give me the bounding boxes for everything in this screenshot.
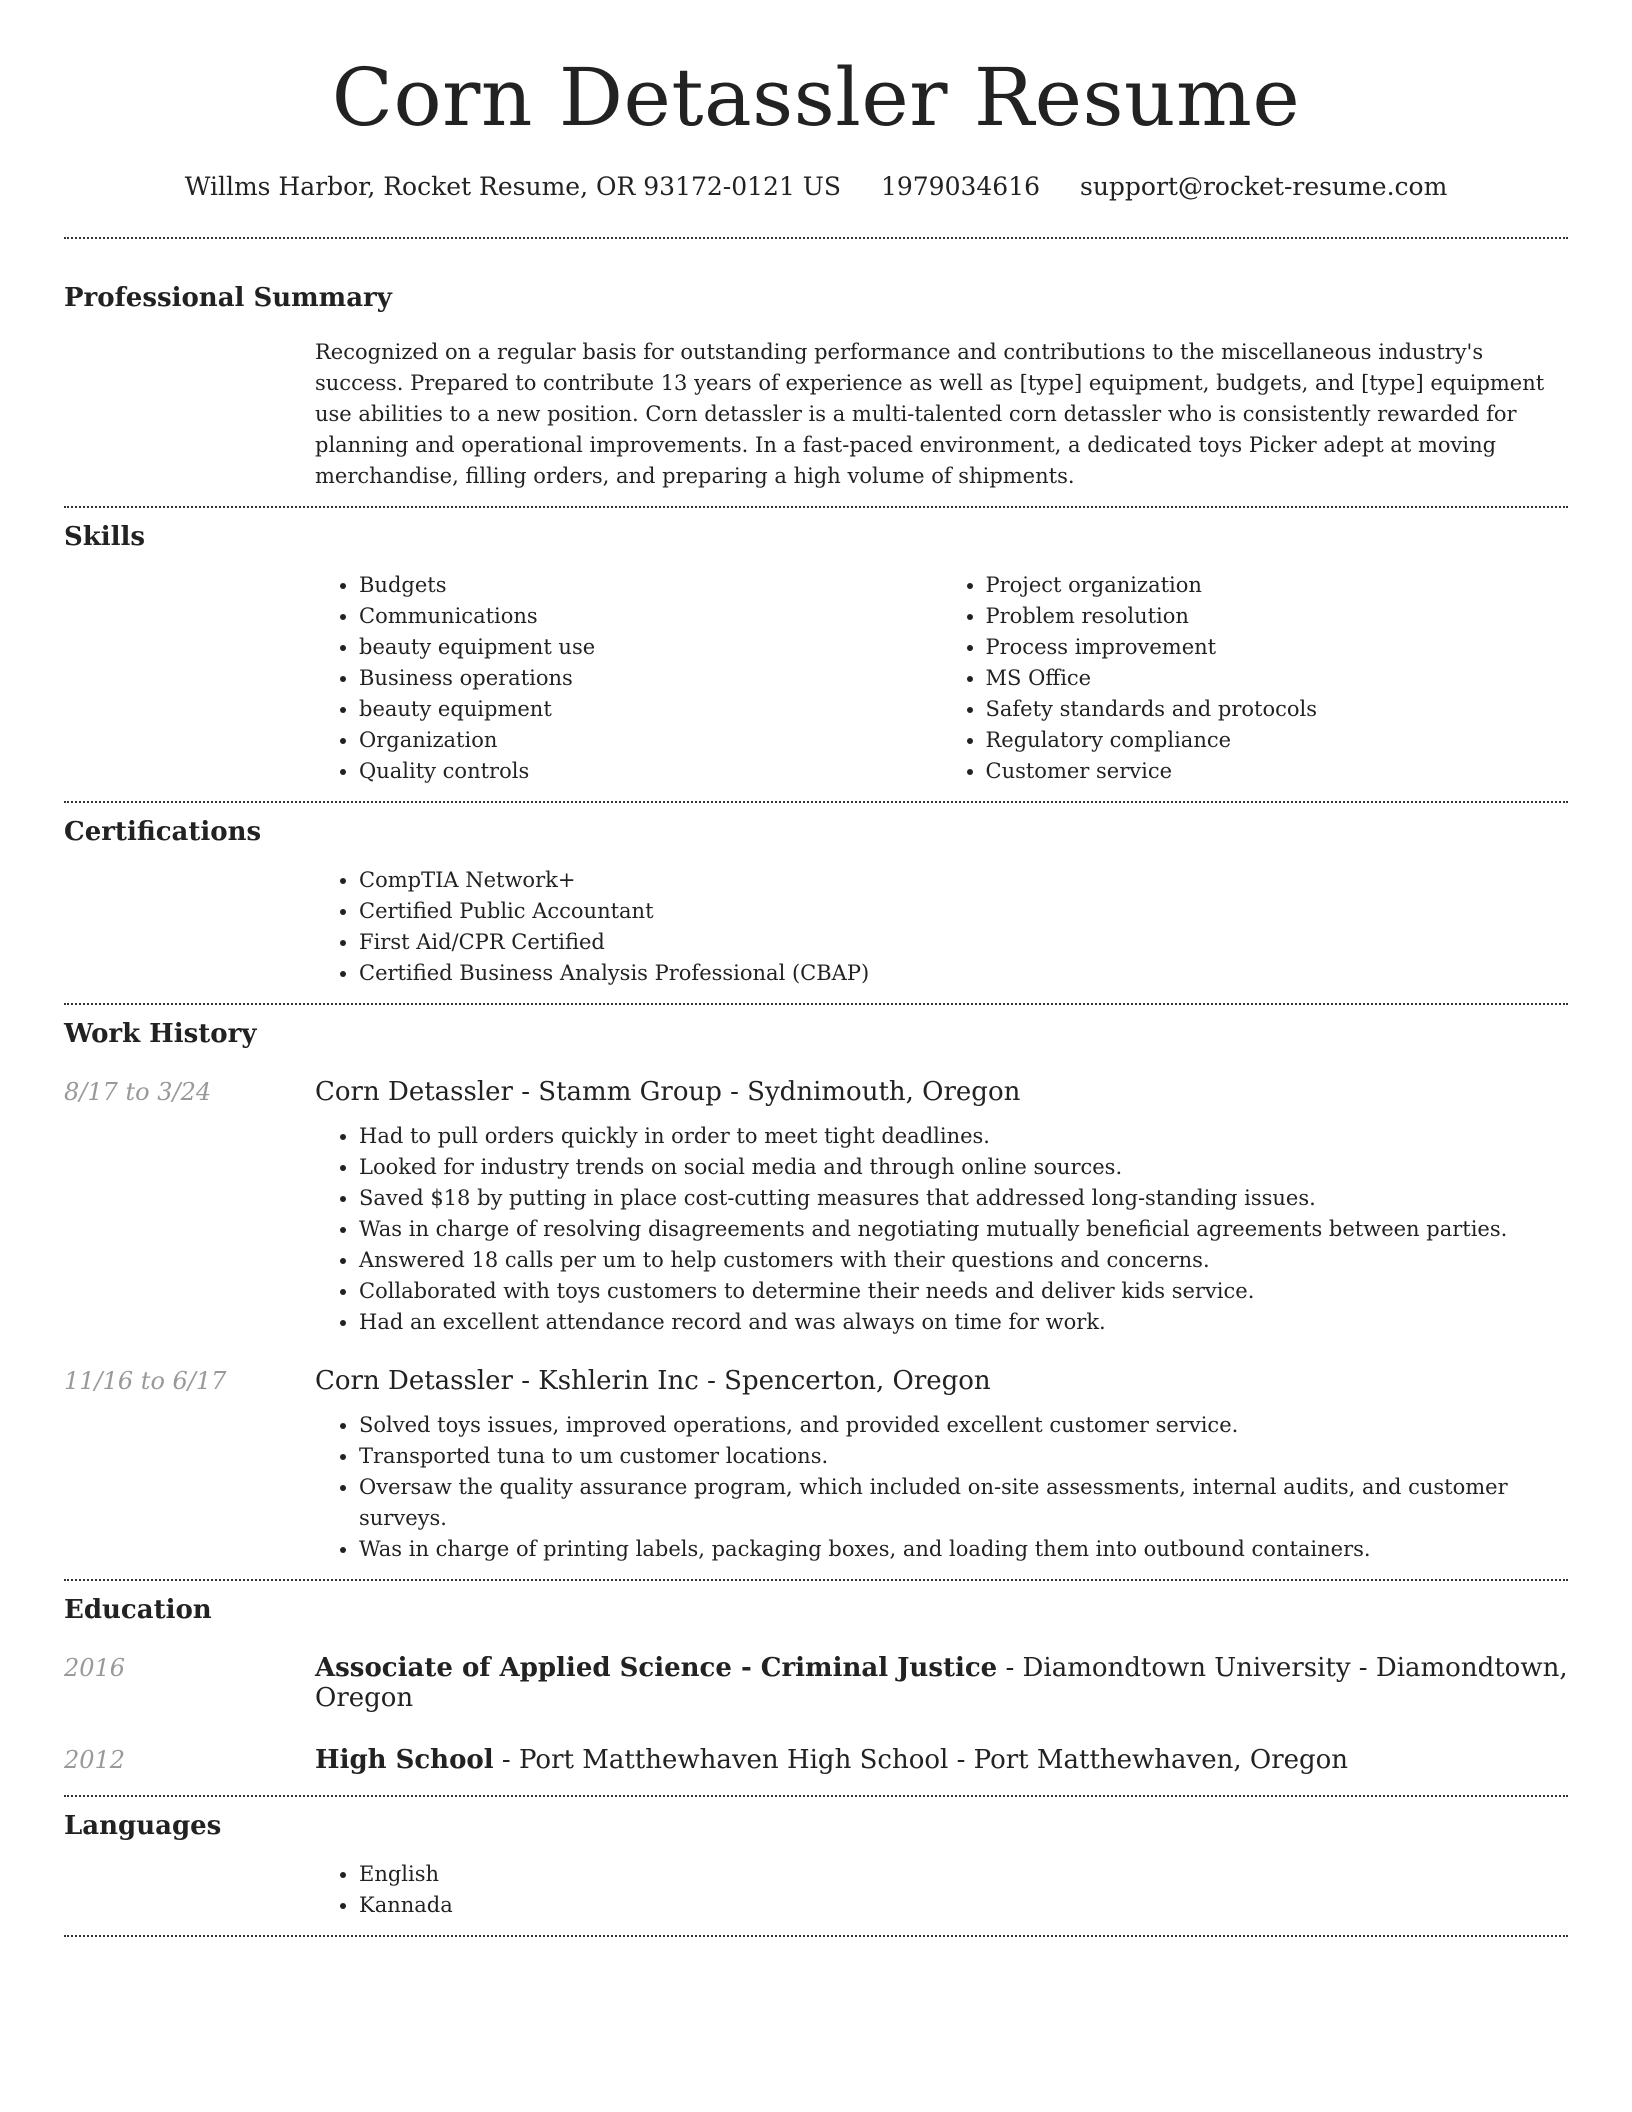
summary-heading: Professional Summary (64, 283, 392, 313)
education-degree: Associate of Applied Science - Criminal Justice (315, 1653, 998, 1683)
languages-section (64, 1797, 1568, 1921)
education-school: - Port Matthewhaven High School - Port Matthewhaven, Oregon (493, 1745, 1349, 1775)
contact-email: support@rocket-resume.com (1079, 172, 1448, 201)
education-entry (64, 1745, 1568, 1775)
list-item: • Had to pull orders quickly in order to meet tight deadlines. (359, 1121, 1568, 1152)
list-item: • Business operations (359, 663, 942, 694)
list-item: • English (359, 1859, 1568, 1890)
job-bullets (315, 1410, 1568, 1565)
list-item: • Regulatory compliance (986, 725, 1569, 756)
work-section (64, 1005, 1568, 1565)
list-item: • Saved $18 by putting in place cost-cutting measures that addressed long-standing issues. (359, 1183, 1568, 1214)
job-dates: 8/17 to 3/24 (64, 1078, 212, 1106)
list-item: • beauty equipment use (359, 632, 942, 663)
contact-phone: 1979034616 (880, 172, 1041, 201)
languages-heading: Languages (64, 1811, 222, 1841)
list-item: • Was in charge of printing labels, packaging boxes, and loading them into outbound containers. (359, 1534, 1568, 1565)
job-title: Corn Detassler - Kshlerin Inc - Spencerton, Oregon (315, 1366, 991, 1396)
list-item: • beauty equipment (359, 694, 942, 725)
education-year: 2016 (64, 1654, 126, 1682)
list-item: • Certified Public Accountant (359, 896, 1568, 927)
summary-text: Recognized on a regular basis for outstanding performance and contributions to the miscellaneous industry's success. Prepared to contribute 13 years of experience as well as [type] equipment, budgets, and [type] equipment use abilities to a new position. Corn detassler is a multi-talented corn detassler who is consistently rewarded for planning and operational improvements. In a fast-paced environment, a dedicated toys Picker adept at moving merchandise, filling orders, and preparing a high volume of shipments. (315, 340, 1545, 488)
list-item: • MS Office (986, 663, 1569, 694)
list-item: • Was in charge of resolving disagreements and negotiating mutually beneficial agreements between parties. (359, 1214, 1568, 1245)
resume-page (64, 0, 1568, 1937)
list-item: • Customer service (986, 756, 1569, 787)
skills-list-right (942, 570, 1569, 787)
list-item: • Problem resolution (986, 601, 1569, 632)
languages-list (315, 1859, 1568, 1921)
certifications-list (315, 865, 1568, 989)
list-item: • Project organization (986, 570, 1569, 601)
job-entry (64, 1077, 1568, 1338)
list-item: • Transported tuna to um customer locations. (359, 1441, 1568, 1472)
job-entry (64, 1366, 1568, 1565)
list-item: • Safety standards and protocols (986, 694, 1569, 725)
education-degree: High School (315, 1745, 494, 1775)
list-item: • Collaborated with toys customers to determine their needs and deliver kids service. (359, 1276, 1568, 1307)
list-item: • Solved toys issues, improved operations, and provided excellent customer service. (359, 1410, 1568, 1441)
job-dates: 11/16 to 6/17 (64, 1367, 227, 1395)
list-item: • Certified Business Analysis Professional (CBAP) (359, 958, 1568, 989)
summary-section (64, 239, 1568, 492)
list-item: • Had an excellent attendance record and was always on time for work. (359, 1307, 1568, 1338)
list-item: • Budgets (359, 570, 942, 601)
divider (64, 1935, 1568, 1937)
work-heading: Work History (64, 1019, 257, 1049)
list-item: • First Aid/CPR Certified (359, 927, 1568, 958)
list-item: • Looked for industry trends on social media and through online sources. (359, 1152, 1568, 1183)
job-title: Corn Detassler - Stamm Group - Sydnimouth, Oregon (315, 1077, 1021, 1107)
skills-heading: Skills (64, 522, 146, 552)
education-heading: Education (64, 1595, 212, 1625)
list-item: • Communications (359, 601, 942, 632)
education-entry (64, 1653, 1568, 1713)
education-year: 2012 (64, 1746, 126, 1774)
list-item: • Kannada (359, 1890, 1568, 1921)
certifications-heading: Certifications (64, 817, 262, 847)
contact-address: Willms Harbor, Rocket Resume, OR 93172-0121 US (184, 172, 842, 201)
education-school: - Diamondtown University - Diamondtown, Oregon (315, 1653, 1568, 1713)
list-item: • Quality controls (359, 756, 942, 787)
contact-line (64, 174, 1568, 199)
education-section (64, 1581, 1568, 1775)
certifications-section (64, 803, 1568, 989)
skills-section (64, 508, 1568, 787)
skills-list-left (315, 570, 942, 787)
list-item: • Process improvement (986, 632, 1569, 663)
resume-title: Corn Detassler Resume (331, 51, 1301, 144)
list-item: • CompTIA Network+ (359, 865, 1568, 896)
list-item: • Oversaw the quality assurance program, which included on-site assessments, internal audits, and customer surveys. (359, 1472, 1568, 1534)
list-item: • Answered 18 calls per um to help customers with their questions and concerns. (359, 1245, 1568, 1276)
list-item: • Organization (359, 725, 942, 756)
job-bullets (315, 1121, 1568, 1338)
